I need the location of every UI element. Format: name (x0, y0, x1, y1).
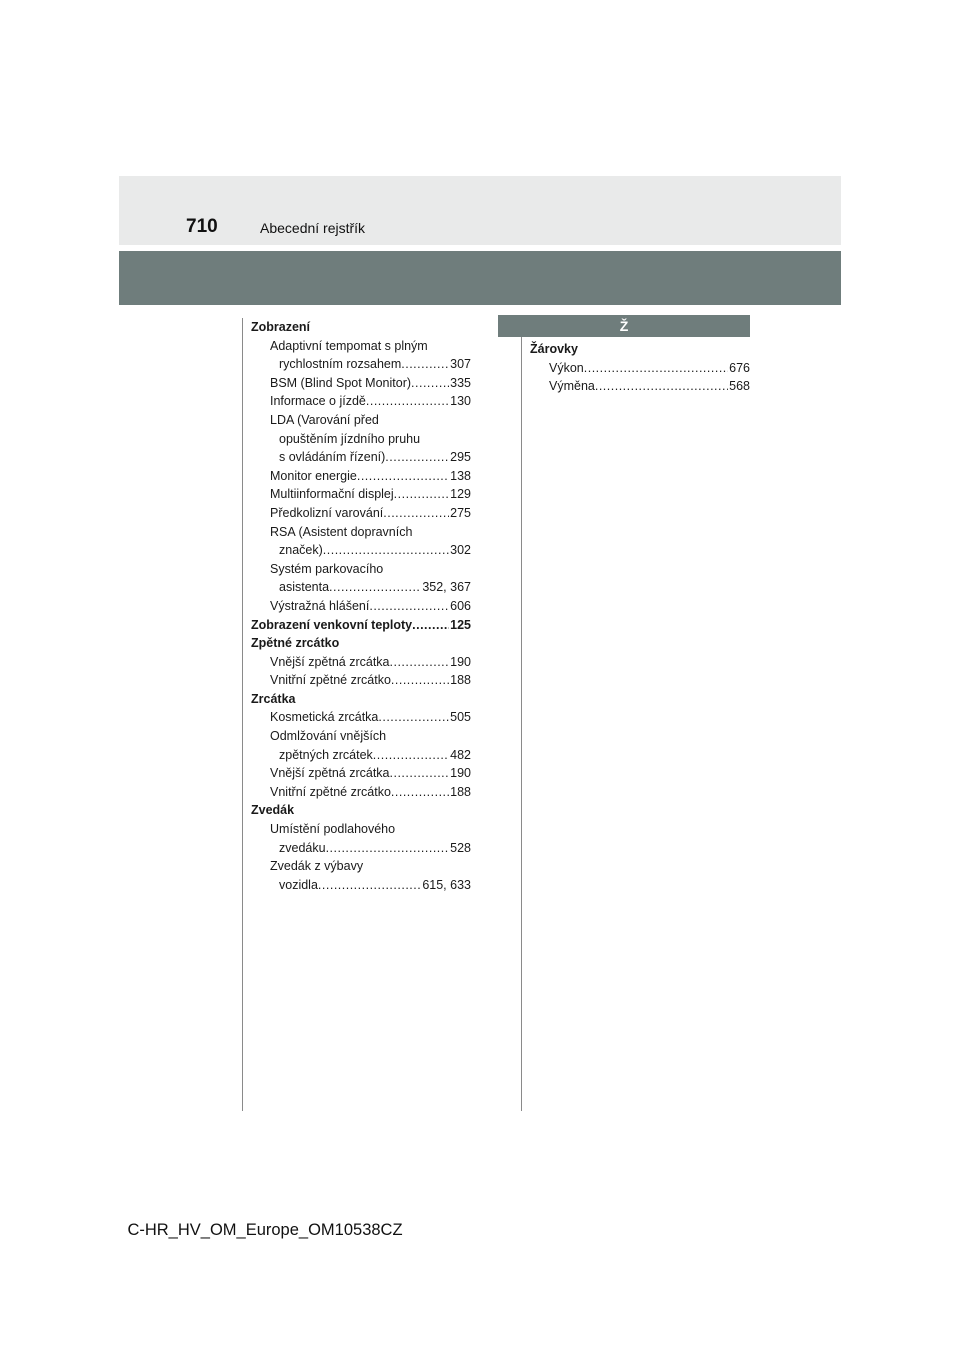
section-title: Abecední rejstřík (260, 220, 366, 236)
index-entry (530, 377, 750, 396)
index-page-ref: 275 (450, 505, 471, 520)
index-page-ref: 302 (450, 543, 471, 558)
index-entry (251, 578, 471, 597)
index-entry (251, 597, 471, 616)
letter-section-header: Ž (498, 315, 750, 337)
index-heading: Zpětné zrcátko (251, 636, 340, 651)
index-entry (251, 783, 471, 802)
index-entry-text: Předkolizní varování (270, 505, 384, 520)
index-entry (251, 764, 471, 783)
index-heading: Zvedák (251, 803, 295, 818)
index-entry-text: Vnitřní zpětné zrcátko (270, 784, 391, 799)
header-bar (119, 176, 841, 245)
index-entry-text: Multiinformační displej (270, 487, 394, 502)
column-divider-left (242, 318, 243, 1111)
index-heading: Zobrazení venkovní teploty (251, 617, 413, 632)
index-page-ref: 606 (450, 598, 471, 613)
index-entry-text: Systém parkovacího (270, 561, 384, 576)
index-entry-text: rychlostním rozsahem (279, 357, 402, 372)
index-entry (251, 504, 471, 523)
index-page-ref: 615, 633 (422, 877, 471, 892)
index-entry-text: Vnitřní zpětné zrcátko (270, 673, 391, 688)
index-entry-text: Monitor energie (270, 468, 357, 483)
index-page-ref: 482 (450, 747, 471, 762)
index-entry-text: LDA (Varování před (270, 412, 379, 427)
index-column-1 (251, 318, 471, 894)
index-entry (251, 876, 471, 895)
index-entry-text: Výkon (549, 360, 584, 375)
index-page-ref: 129 (450, 487, 471, 502)
index-page-ref: 307 (450, 357, 471, 372)
index-heading: Žárovky (530, 342, 578, 356)
index-page-ref: 335 (450, 375, 471, 390)
index-entry (251, 467, 471, 486)
index-entry-text: BSM (Blind Spot Monitor) (270, 375, 412, 390)
index-entry-text: Zvedák z výbavy (270, 859, 364, 874)
index-entry (251, 448, 471, 467)
index-page-ref: 138 (450, 468, 471, 483)
index-entry (251, 708, 471, 727)
index-entry-text: vozidla (279, 877, 318, 892)
index-entry-text: Výstražná hlášení (270, 598, 370, 613)
index-page-ref: 568 (729, 379, 750, 394)
index-entry-text: Kosmetická zrcátka (270, 710, 379, 725)
index-page-ref: 676 (729, 360, 750, 375)
index-entry-text: Umístění podlahového (270, 822, 396, 837)
index-entry (251, 392, 471, 411)
index-entry (251, 374, 471, 393)
index-entry-text: asistenta (279, 580, 330, 595)
index-entry-text: Adaptivní tempomat s plným (270, 338, 428, 353)
column-divider-middle (521, 318, 522, 1111)
index-entry-text: opuštěním jízdního pruhu (279, 431, 421, 446)
index-entry (251, 541, 471, 560)
index-page-ref: 190 (450, 654, 471, 669)
index-entry-text: Výměna (549, 379, 595, 394)
index-heading: Zrcátka (251, 691, 296, 706)
index-entry (251, 746, 471, 765)
index-entry-text: RSA (Asistent dopravních (270, 524, 413, 539)
index-page-ref: 505 (450, 710, 471, 725)
index-page-ref: 295 (450, 450, 471, 465)
index-page-ref: 130 (450, 394, 471, 409)
index-entry-text: Vnější zpětná zrcátka (270, 654, 390, 669)
index-page-ref: 188 (450, 784, 471, 799)
index-entry (251, 355, 471, 374)
index-entry-text: Informace o jízdě (270, 394, 366, 409)
index-entry-text: zvedáku (279, 840, 326, 855)
index-heading-entry (251, 616, 471, 635)
index-entry (251, 653, 471, 672)
index-page-ref: 188 (450, 673, 471, 688)
index-entry-text: značek) (279, 543, 323, 558)
index-heading: Zobrazení (251, 320, 311, 334)
index-page-ref: 190 (450, 766, 471, 781)
index-entry-text: s ovládáním řízení) (279, 450, 386, 465)
index-entry-text: zpětných zrcátek (279, 747, 373, 762)
index-entry (251, 839, 471, 858)
page-number: 710 (186, 216, 218, 237)
index-page-ref: 352, 367 (422, 580, 471, 595)
index-entry (251, 671, 471, 690)
index-page-ref: 528 (450, 840, 471, 855)
index-entry-text: Vnější zpětná zrcátka (270, 766, 390, 781)
index-page-ref: 125 (450, 617, 471, 632)
index-entry (251, 485, 471, 504)
index-entry (530, 359, 750, 378)
header-band (119, 251, 841, 305)
index-entry-text: Odmlžování vnějších (270, 729, 387, 744)
document-code-footer: C-HR_HV_OM_Europe_OM10538CZ (127, 1221, 403, 1239)
index-column-2 (530, 340, 750, 396)
